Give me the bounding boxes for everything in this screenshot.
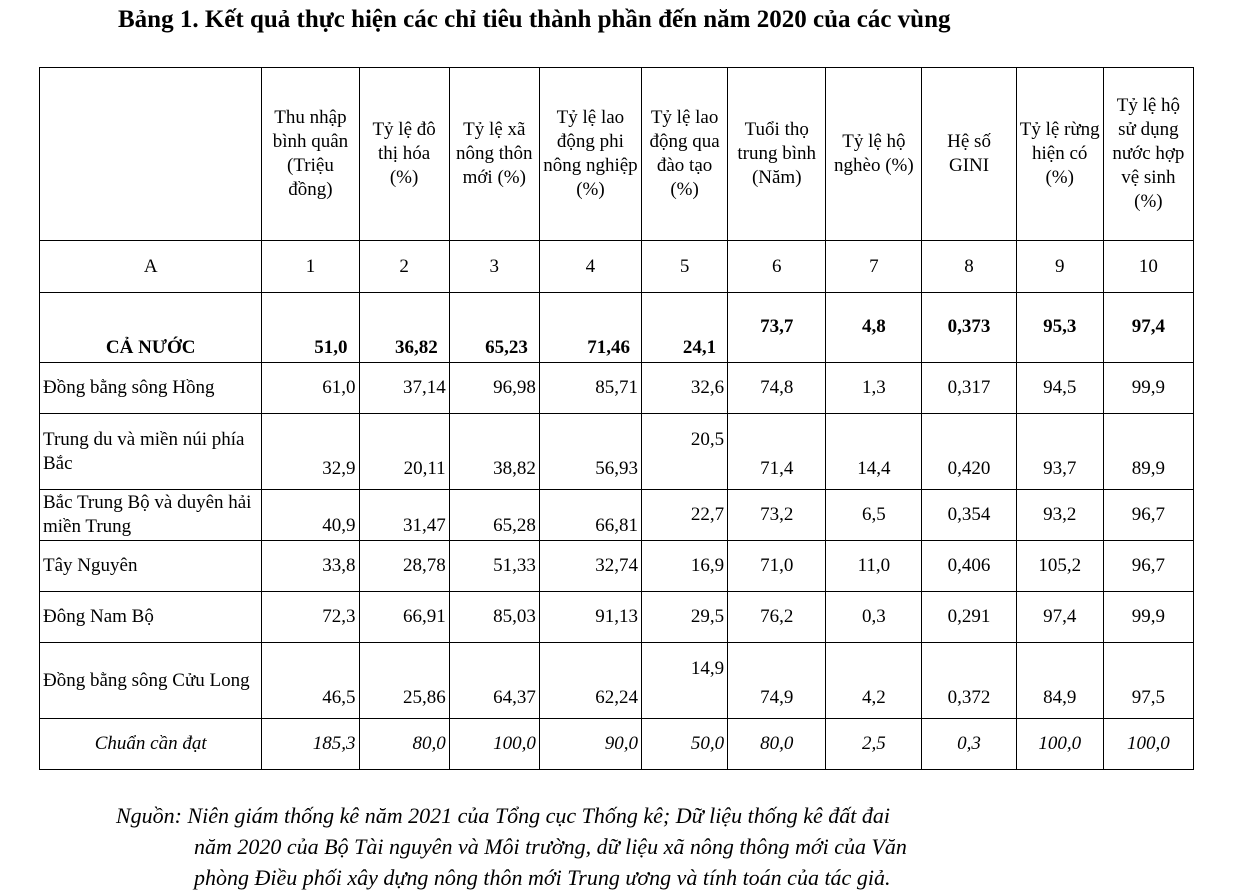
table-cell: 95,3 [1016,293,1103,363]
table-cell: 94,5 [1016,363,1103,414]
table-cell: 32,9 [262,414,359,490]
table-cell: 40,9 [262,490,359,541]
column-index: 2 [359,241,449,293]
table-cell: 99,9 [1103,592,1193,643]
column-header: Tỷ lệ lao động qua đào tạo (%) [642,68,728,241]
column-header: Tỷ lệ xã nông thôn mới (%) [449,68,539,241]
table-row-standard [40,719,1194,770]
column-index: A [40,241,262,293]
table-cell: 0,406 [922,541,1016,592]
table-cell: 14,4 [826,414,922,490]
table-cell: 0,354 [922,490,1016,541]
table-cell: 71,4 [728,414,826,490]
column-index: 3 [449,241,539,293]
column-header: Thu nhập bình quân (Triệu đồng) [262,68,359,241]
column-index: 9 [1016,241,1103,293]
table-cell: 72,3 [262,592,359,643]
column-header: Tỷ lệ hộ sử dụng nước hợp vệ sinh (%) [1103,68,1193,241]
table-cell: 100,0 [449,719,539,770]
table-cell: 0,317 [922,363,1016,414]
region-name: Trung du và miền núi phía Bắc [40,414,262,490]
table-cell: 85,03 [449,592,539,643]
table-cell: 46,5 [262,643,359,719]
region-name: Chuẩn cần đạt [40,719,262,770]
source-line: năm 2020 của Bộ Tài nguyên và Môi trường, dữ liệu xã nông thông mới của Văn [194,834,907,859]
source-note [116,800,1076,893]
table-cell: 90,0 [539,719,641,770]
table-cell: 14,9 [642,643,728,719]
table-cell: 33,8 [262,541,359,592]
table-cell: 99,9 [1103,363,1193,414]
column-index: 1 [262,241,359,293]
table-cell: 96,7 [1103,541,1193,592]
table-cell: 66,91 [359,592,449,643]
column-index: 10 [1103,241,1193,293]
table-cell: 80,0 [359,719,449,770]
table-cell: 16,9 [642,541,728,592]
column-index: 7 [826,241,922,293]
table-cell: 4,8 [826,293,922,363]
table-cell: 0,291 [922,592,1016,643]
table-cell: 4,2 [826,643,922,719]
table-cell: 65,28 [449,490,539,541]
table-title: Bảng 1. Kết quả thực hiện các chỉ tiêu thành phần đến năm 2020 của các vùng [118,6,951,33]
table-cell: 97,4 [1103,293,1193,363]
column-header: Tỷ lệ hộ nghèo (%) [826,68,922,241]
table-row [40,363,1194,414]
column-index-row [40,241,1194,293]
source-line: Nguồn: Niên giám thống kê năm 2021 của Tổng cục Thống kê; Dữ liệu thống kê đất đai [116,803,890,828]
table-cell: 71,46 [539,293,641,363]
table-cell: 32,74 [539,541,641,592]
table-cell: 62,24 [539,643,641,719]
table-cell: 24,1 [642,293,728,363]
table-row [40,541,1194,592]
region-name: CẢ NƯỚC [40,293,262,363]
column-index: 4 [539,241,641,293]
table-cell: 38,82 [449,414,539,490]
table-cell: 71,0 [728,541,826,592]
table-row-national [40,293,1194,363]
table-cell: 0,3 [922,719,1016,770]
table-row [40,490,1194,541]
region-name: Đồng bằng sông Cửu Long [40,643,262,719]
results-table [39,67,1194,770]
table-cell: 97,5 [1103,643,1193,719]
column-header: Tỷ lệ đô thị hóa (%) [359,68,449,241]
region-name: Tây Nguyên [40,541,262,592]
table-cell: 50,0 [642,719,728,770]
table-cell: 80,0 [728,719,826,770]
table-cell: 100,0 [1016,719,1103,770]
column-index: 6 [728,241,826,293]
table-cell: 61,0 [262,363,359,414]
table-cell: 25,86 [359,643,449,719]
column-header: Tỷ lệ rừng hiện có (%) [1016,68,1103,241]
table-cell: 6,5 [826,490,922,541]
column-header: Tuổi thọ trung bình (Năm) [728,68,826,241]
table-cell: 1,3 [826,363,922,414]
column-index: 5 [642,241,728,293]
region-name: Đồng bằng sông Hồng [40,363,262,414]
table-cell: 93,2 [1016,490,1103,541]
table-cell: 93,7 [1016,414,1103,490]
table-cell: 185,3 [262,719,359,770]
table-cell: 76,2 [728,592,826,643]
table-row [40,643,1194,719]
table-cell: 66,81 [539,490,641,541]
table-cell: 31,47 [359,490,449,541]
region-name: Đông Nam Bộ [40,592,262,643]
table-cell: 0,3 [826,592,922,643]
table-cell: 73,2 [728,490,826,541]
table-cell: 2,5 [826,719,922,770]
table-cell: 37,14 [359,363,449,414]
column-index: 8 [922,241,1016,293]
table-cell: 51,0 [262,293,359,363]
column-header: Tỷ lệ lao động phi nông nghiệp (%) [539,68,641,241]
table-cell: 96,7 [1103,490,1193,541]
table-row [40,414,1194,490]
table-cell: 96,98 [449,363,539,414]
table-cell: 74,9 [728,643,826,719]
table-cell: 36,82 [359,293,449,363]
header-row [40,68,1194,241]
table-cell: 51,33 [449,541,539,592]
table-cell: 11,0 [826,541,922,592]
table-cell: 65,23 [449,293,539,363]
column-header: Hệ số GINI [922,68,1016,241]
table-cell: 73,7 [728,293,826,363]
table-row [40,592,1194,643]
table-cell: 89,9 [1103,414,1193,490]
table-cell: 0,372 [922,643,1016,719]
table-cell: 22,7 [642,490,728,541]
table-cell: 20,11 [359,414,449,490]
table-cell: 105,2 [1016,541,1103,592]
region-name: Bắc Trung Bộ và duyên hải miền Trung [40,490,262,541]
table-cell: 100,0 [1103,719,1193,770]
table-cell: 32,6 [642,363,728,414]
table-cell: 91,13 [539,592,641,643]
column-header [40,68,262,241]
table-cell: 29,5 [642,592,728,643]
table-cell: 84,9 [1016,643,1103,719]
source-line: phòng Điều phối xây dựng nông thôn mới Trung ương và tính toán của tác giả. [194,865,891,890]
table-cell: 20,5 [642,414,728,490]
table-cell: 56,93 [539,414,641,490]
table-cell: 97,4 [1016,592,1103,643]
table-cell: 0,373 [922,293,1016,363]
table-cell: 85,71 [539,363,641,414]
table-cell: 64,37 [449,643,539,719]
table-cell: 0,420 [922,414,1016,490]
table-cell: 28,78 [359,541,449,592]
table-cell: 74,8 [728,363,826,414]
